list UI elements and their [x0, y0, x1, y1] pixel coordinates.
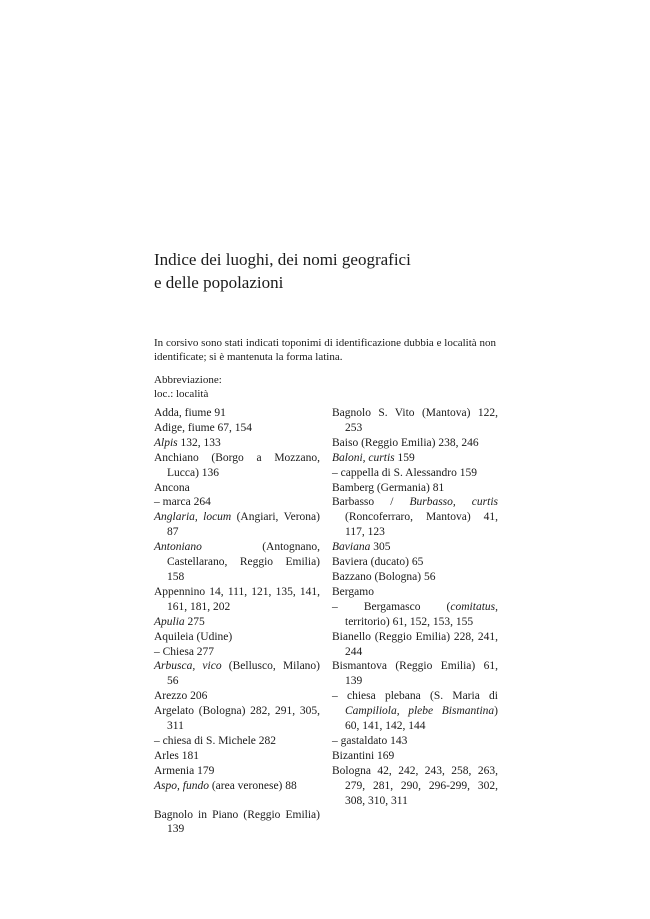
- index-entry: [332, 734, 498, 749]
- index-entry: [154, 585, 320, 615]
- abbreviation-entry: loc.: località: [154, 388, 209, 400]
- index-entry: [154, 779, 320, 794]
- index-entry-italic-text: Burbasso, curtis: [409, 496, 498, 509]
- index-entry: [332, 540, 498, 555]
- index-entry: [332, 689, 498, 734]
- index-entry-text: Appennino 14, 111, 121, 135, 141, 161, 181, 202: [154, 585, 320, 613]
- index-entry: [332, 600, 498, 630]
- index-entry: [154, 451, 320, 481]
- index-entry-text: – Chiesa 277: [154, 645, 215, 658]
- index-entry-text: Bismantova (Reggio Emilia) 61, 139: [332, 660, 498, 688]
- index-entry: [154, 659, 320, 689]
- index-entry-italic-text: Alpis: [154, 436, 178, 449]
- index-entry: [154, 630, 320, 645]
- index-entry: [332, 466, 498, 481]
- index-entry: [154, 436, 320, 451]
- index-entry-text: (Angiari, Verona) 87: [167, 511, 320, 539]
- index-entry-text: Bazzano (Bologna) 56: [332, 570, 436, 583]
- index-entry-text: Adige, fiume 67, 154: [154, 421, 253, 434]
- index-entry-text: Arezzo 206: [154, 690, 208, 703]
- index-entry: [332, 481, 498, 496]
- index-entry-italic-text: Baviana: [332, 541, 371, 554]
- index-entry-text: (Bellusco, Milano) 56: [167, 660, 321, 688]
- index-entry-text: Argelato (Bologna) 282, 291, 305, 311: [154, 705, 320, 733]
- index-entry: [332, 406, 498, 436]
- index-entry-italic-text: Aspo, fundo: [154, 779, 209, 792]
- abbreviations-label: Abbreviazione:: [154, 374, 222, 386]
- index-entry-text: Bizantini 169: [332, 749, 395, 762]
- index-title: [154, 248, 514, 294]
- index-entry: [332, 570, 498, 585]
- index-entry: [154, 481, 320, 496]
- index-title-line-1: Indice dei luoghi, dei nomi geografici: [154, 250, 411, 269]
- abbreviations-block: [154, 373, 496, 401]
- index-entry-italic-text: Baloni, curtis: [332, 451, 395, 464]
- index-entry-text: Armenia 179: [154, 764, 215, 777]
- index-entry-text: Bamberg (Germania) 81: [332, 481, 445, 494]
- index-entry: [332, 764, 498, 809]
- index-entry: [332, 451, 498, 466]
- index-entry-text: 132, 133: [177, 436, 221, 449]
- index-entry: [332, 555, 498, 570]
- index-entry: [154, 495, 320, 510]
- index-entry: [154, 734, 320, 749]
- index-entry: [154, 808, 320, 838]
- index-entry-text: – marca 264: [154, 496, 211, 509]
- index-entry-text: Anchiano (Borgo a Mozzano, Lucca) 136: [154, 451, 320, 479]
- index-entry: [154, 615, 320, 630]
- index-entry-text: Bologna 42, 242, 243, 258, 263, 279, 281, 290, 296-299, 302, 308, 310, 311: [332, 764, 498, 807]
- index-entry: [332, 585, 498, 600]
- index-entry: [154, 510, 320, 540]
- index-entry: [154, 749, 320, 764]
- index-entry-text: (Roncoferraro, Mantova) 41, 117, 123: [345, 511, 498, 539]
- index-entry-text: Barbasso /: [332, 496, 410, 509]
- intro-note: In corsivo sono stati indicati toponimi di identificazione dubbia e località non identificate; si è mantenuta la forma latina.: [154, 337, 496, 363]
- index-entry: [332, 630, 498, 660]
- index-entry-text: Arles 181: [154, 749, 200, 762]
- index-entry: [154, 421, 320, 436]
- index-column-left: [154, 406, 320, 837]
- index-column-right: [332, 406, 498, 808]
- index-entry-text: Bagnolo S. Vito (Mantova) 122, 253: [332, 407, 498, 434]
- index-entry-text: 305: [370, 541, 391, 554]
- index-entry-text: Bagnolo in Piano (Reggio Emilia) 139: [154, 808, 320, 836]
- index-entry-text: – cappella di S. Alessandro 159: [332, 466, 478, 479]
- index-entry-text: Bianello (Reggio Emilia) 228, 241, 244: [332, 630, 498, 658]
- index-entry-italic-text: comitatus: [450, 600, 496, 613]
- index-entry-text: Ancona: [154, 481, 190, 494]
- index-entry-text: – gastaldato 143: [332, 734, 408, 747]
- index-entry: [154, 689, 320, 704]
- index-entry: [154, 704, 320, 734]
- index-entry: [154, 406, 320, 421]
- index-entry: [154, 645, 320, 660]
- index-entry-text: Aquileia (Udine): [154, 630, 233, 643]
- index-entry-text: ) 60, 141, 142, 144: [345, 705, 498, 733]
- index-entry: [332, 436, 498, 451]
- index-entry: [332, 749, 498, 764]
- index-entry-text: – Bergamasco (: [332, 600, 451, 613]
- index-entry-italic-text: Antoniano: [154, 541, 202, 554]
- index-entry: [154, 540, 320, 585]
- index-entry-italic-text: Arbusca, vico: [154, 660, 222, 673]
- index-entry-text: – chiesa di S. Michele 282: [154, 734, 277, 747]
- index-title-line-2: e delle popolazioni: [154, 273, 284, 292]
- index-entry: [332, 659, 498, 689]
- index-entry-text: Bergamo: [332, 585, 374, 598]
- index-entry-text: , territorio) 61, 152, 153, 155: [345, 600, 498, 628]
- index-entry-text: 159: [394, 451, 415, 464]
- index-entry-text: Baviera (ducato) 65: [332, 556, 424, 569]
- index-entry: [154, 764, 320, 779]
- index-entry-italic-text: Anglaria, locum: [154, 511, 232, 524]
- index-entry-text: 275: [184, 615, 205, 628]
- index-entry-italic-text: Campiliola, plebe Bismantina: [345, 705, 495, 718]
- index-entry-text: Adda, fiume 91: [154, 407, 226, 419]
- index-entry-italic-text: Apulia: [154, 615, 185, 628]
- index-entry-text: (area veronese) 88: [208, 779, 297, 792]
- index-entry-text: – chiesa plebana (S. Maria di: [332, 690, 498, 703]
- index-entry-text: Baiso (Reggio Emilia) 238, 246: [332, 436, 479, 449]
- index-entry-text: (Antognano, Castellarano, Reggio Emilia) 158: [167, 541, 320, 583]
- index-entry: [332, 495, 498, 540]
